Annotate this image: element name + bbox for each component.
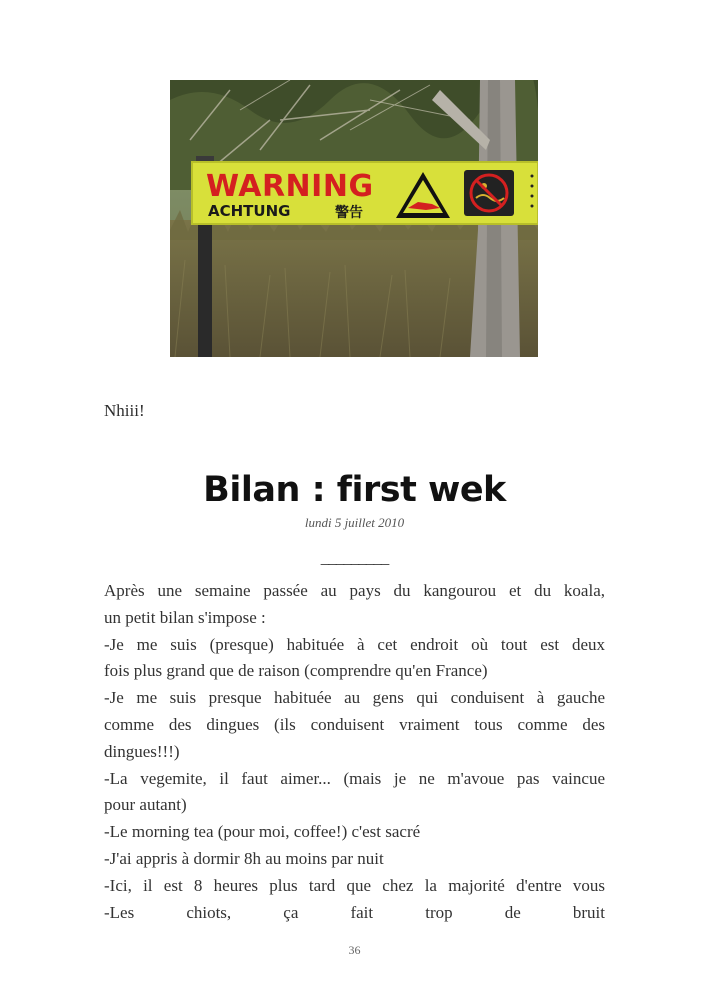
page-number: 36 (348, 943, 361, 957)
body-line: -La vegemite, il faut aimer... (mais je ne m'avoue pas vaincue (104, 768, 605, 788)
sign-achtung-text: ACHTUNG (208, 202, 291, 220)
photo-illustration (170, 80, 538, 357)
body-line: Après une semaine passée au pays du kangourou et du koala, (104, 581, 605, 600)
sign-warning-text: WARNING (206, 169, 374, 204)
sign-chinese-text: 警告 (335, 205, 363, 221)
body-line: -Je me suis presque habituée au gens qui conduisent à gauche (104, 688, 605, 708)
post-title: Bilan : first wek (203, 470, 506, 510)
intro-text: Nhiii! (104, 401, 145, 420)
body-line: -Je me suis (presque) habituée à cet endroit où tout est deux (104, 634, 605, 654)
body-line: dingues!!!) (104, 741, 180, 761)
divider: _________ (320, 548, 389, 567)
body-line: comme des dingues (ils conduisent vraiment tous comme des (104, 714, 605, 734)
no-swimming-icon (464, 170, 514, 216)
body-line: fois plus grand que de raison (comprendre qu'en France) (104, 661, 488, 681)
post-body (104, 578, 605, 926)
body-line: -Le morning tea (pour moi, coffee!) c'est sacré (104, 822, 421, 842)
post-date: lundi 5 juillet 2010 (304, 515, 405, 530)
body-line: pour autant) (104, 795, 187, 815)
body-line: -Les chiots, ça fait trop de bruit (104, 902, 605, 922)
warning-sign-photo (170, 80, 538, 357)
body-line: -J'ai appris à dormir 8h au moins par nuit (104, 848, 384, 868)
body-line: -Ici, il est 8 heures plus tard que chez la majorité d'entre vous (104, 875, 605, 895)
body-line: un petit bilan s'impose : (104, 607, 266, 627)
